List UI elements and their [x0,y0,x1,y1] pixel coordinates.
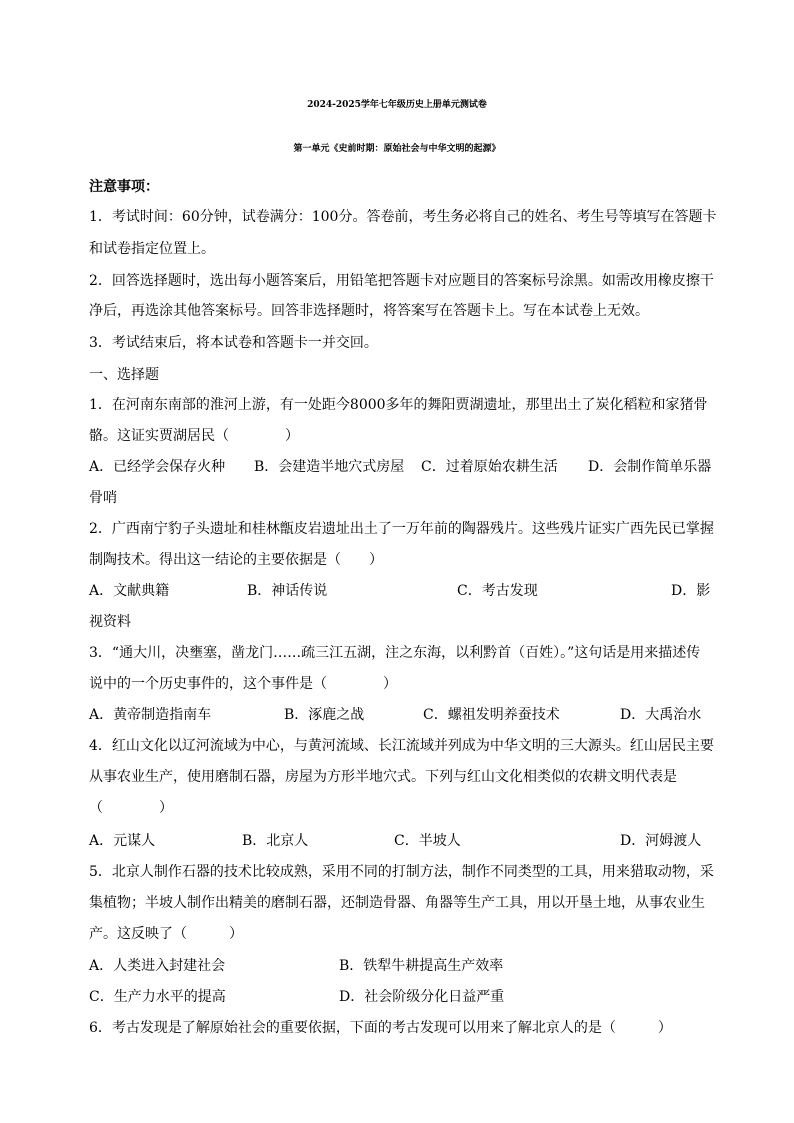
q5-stem-line-3: 产。这反映了（ ） [89,926,243,942]
q2-option-b: B．神话传说 [247,583,328,599]
q3-option-a: A．黄帝制造指南车 [89,707,212,723]
q5-option-b: B．铁犁牛耕提高生产效率 [339,958,504,974]
q5-option-a: A．人类进入封建社会 [89,958,226,974]
q1-option-c: C．过着原始农耕生活 [421,459,558,475]
note-3: 3．考试结束后，将本试卷和答题卡一并交回。 [89,335,378,351]
q5-stem-line-1: 5．北京人制作石器的技术比较成熟，采用不同的打制方法，制作不同类型的工具，用来猎取动物，采 [89,864,714,880]
unit-subtitle: 第一单元《史前时期：原始社会与中华文明的起源》 [293,144,501,154]
q2-stem-line-2: 制陶技术。得出这一结论的主要依据是（ ） [89,552,383,568]
q4-stem-line-1: 4．红山文化以辽河流域为中心，与黄河流域、长江流域并列成为中华文明的三大源头。红山居民主要 [89,738,714,754]
q2-option-d-continued: 视资料 [89,614,131,630]
note-2-line-1: 2．回答选择题时，选出每小题答案后，用铅笔把答题卡对应题目的答案标号涂黑。如需改用橡皮擦干 [89,273,714,289]
notes-heading: 注意事项： [89,179,159,195]
exam-title: 2024-2025学年七年级历史上册单元测试卷 [307,100,487,110]
note-1-line-2: 和试卷指定位置上。 [89,241,215,257]
note-2-line-2: 净后，再选涂其他答案标号。回答非选择题时，将答案写在答题卡上。写在本试卷上无效。 [89,303,649,319]
q1-stem-line-1: 1．在河南东南部的淮河上游，有一处距今8000多年的舞阳贾湖遗址，那里出土了炭化稻粒和家猪骨 [89,397,708,413]
q3-option-d: D．大禹治水 [620,707,702,723]
q4-stem-line-3: （ ） [89,800,173,816]
q5-stem-line-2: 集植物；半坡人制作出精美的磨制石器，还制造骨器、角器等生产工具，用以开垦土地，从事农业生 [89,895,705,911]
q5-option-d: D．社会阶级分化日益严重 [339,989,505,1005]
q1-option-a: A．已经学会保存火种 [89,459,226,475]
q3-stem-line-2: 说中的一个历史事件的，这个事件是（ ） [89,676,397,692]
q1-option-d-continued: 骨哨 [89,490,117,506]
note-1-line-1: 1．考试时间：60分钟，试卷满分：100分。答卷前，考生务必将自己的姓名、考生号等填写在答题卡 [89,209,717,225]
q2-option-a: A．文献典籍 [89,583,170,599]
q4-stem-line-2: 从事农业生产，使用磨制石器，房屋为方形半地穴式。下列与红山文化相类似的农耕文明代表是 [89,769,677,785]
q1-option-b: B．会建造半地穴式房屋 [254,459,405,475]
q4-option-b: B．北京人 [242,833,309,849]
q5-option-c: C．生产力水平的提高 [89,989,226,1005]
q3-stem-line-1: 3．“通大川，决壅塞，凿龙门……疏三江五湖，注之东海，以利黔首（百姓）。”这句话是用来描述传 [89,645,701,661]
section-heading: 一、选择题 [89,367,159,383]
q1-option-d: D．会制作简单乐器 [588,459,712,475]
q2-option-d: D．影 [671,583,711,599]
q2-stem-line-1: 2．广西南宁豹子头遗址和桂林甑皮岩遗址出土了一万年前的陶器残片。这些残片证实广西先民已掌握 [89,521,714,537]
q2-option-c: C．考古发现 [457,583,538,599]
q1-stem-line-2: 骼。这证实贾湖居民（ ） [89,428,299,444]
q4-option-d: D．河姆渡人 [620,833,702,849]
q3-option-b: B．涿鹿之战 [284,707,365,723]
q4-option-c: C．半坡人 [394,833,461,849]
q3-option-c: C．螺祖发明养蚕技术 [423,707,560,723]
q4-option-a: A．元谋人 [89,833,156,849]
q6-stem-line-1: 6．考古发现是了解原始社会的重要依据，下面的考古发现可以用来了解北京人的是（ ） [89,1020,672,1036]
